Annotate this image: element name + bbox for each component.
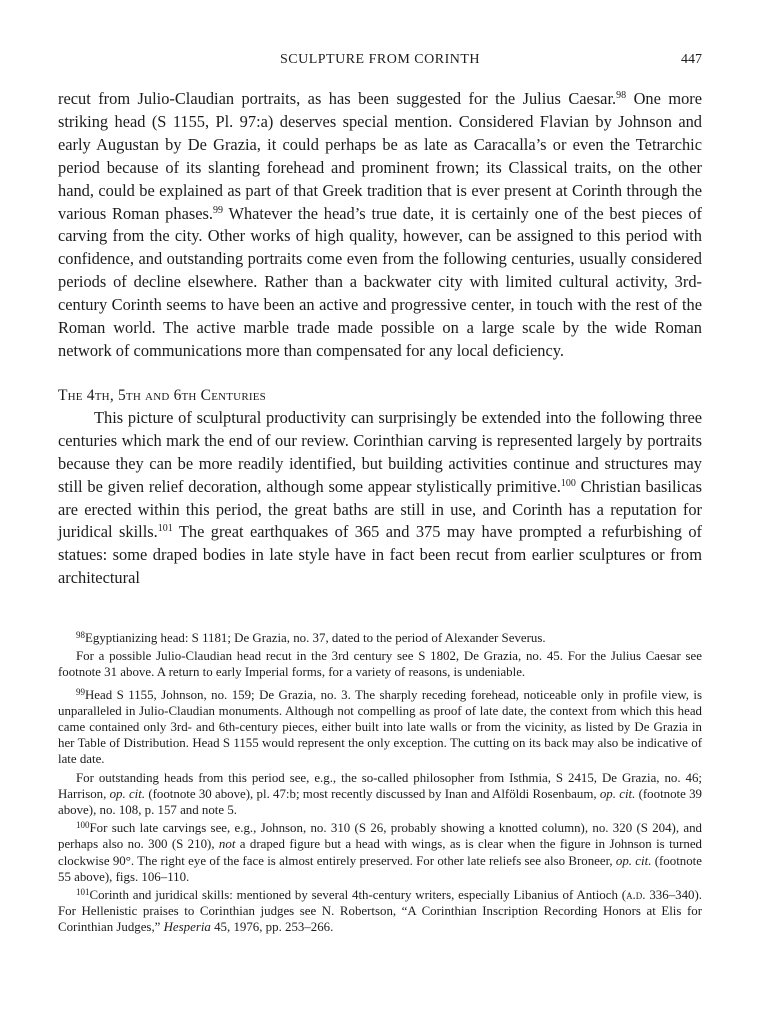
footnote-99b-italic-2: op. cit. bbox=[599, 786, 636, 801]
footnote-98-continued: For a possible Julio-Claudian head recut in the 3rd century see S 1802, De Grazia, no. 45. For the Julius Caesar see footnote 31 above. A return to early Imperial forms, for a variety of reasons, is undeniable. bbox=[58, 649, 702, 680]
paragraph-1-text-c: Whatever the head’s true date, it is certainly one of the best pieces of carving from the city. Other works of high quality, however, can be assigned to this period with confidence, and outstanding portraits come even from the following centuries, usually considered periods of decline elsewhere. Rather than a backwater city with limited cultural activity, 3rd-century Corinth seems to have been an active and progressive center, in touch with the rest of the Roman world. The active marble trade made possible on a large scale by the wide Roman network of communications more than compensated for any local deficiency. bbox=[58, 203, 702, 360]
footnote-101-era: a.d. bbox=[626, 888, 646, 903]
footnote-101-journal: Hesperia bbox=[163, 920, 211, 935]
footnote-99b-text-b: (footnote 30 above), pl. 47:b; most recently discussed by Inan and Alföldi Rosenbaum, bbox=[145, 786, 600, 801]
footnote-101-text-b: 336–340). For Hellenistic praises to Corinthian judges see N. Robertson, “A Corinthian Inscription Recording Honors at Elis for Corinthian Judges,” bbox=[58, 888, 702, 935]
footnote-ref-101[interactable]: 101 bbox=[157, 523, 173, 535]
footnote-99-text: Head S 1155, Johnson, no. 159; De Grazia, no. 3. The sharply receding forehead, noticeable only in profile view, is unparalleled in Julio-Claudian monuments. Although not compelling as proof of late date, the context from which this head came contained only 3rd- and 6th-century pieces, either built into late walls or from the vicinity, as listed by De Grazia in her Table of Distribution. Head S 1155 would represent the only exception. The cutting on its back may also be indicative of late date. bbox=[58, 687, 702, 767]
footnote-99 bbox=[58, 687, 702, 768]
footnote-100-text-a: For such late carvings see, e.g., Johnson, no. 310 (S 26, probably showing a knotted column), no. 320 (S 204), and perhaps also no. 300 (S 210), bbox=[58, 821, 702, 852]
footnote-100-number: 100 bbox=[76, 820, 90, 831]
footnote-100 bbox=[58, 820, 702, 885]
footnote-99-continued bbox=[58, 770, 702, 819]
running-head: SCULPTURE FROM CORINTH bbox=[279, 52, 481, 67]
footnote-100-italic-2: op. cit. bbox=[615, 853, 652, 868]
paragraph-1 bbox=[58, 88, 702, 363]
footnote-99-number: 99 bbox=[76, 686, 85, 697]
footnote-101-text-a: Corinth and juridical skills: mentioned by several 4th-century writers, especially Libanius of Antioch ( bbox=[89, 888, 627, 903]
footnote-99b-italic-1: op. cit. bbox=[109, 786, 146, 801]
footnote-101-number: 101 bbox=[76, 887, 90, 898]
paragraph-2-text-c: The great earthquakes of 365 and 375 may have prompted a refurbishing of statues: some draped bodies in late style have in fact been recut from earlier sculptures or from architectural bbox=[58, 522, 702, 588]
footnote-100-text-b: a draped figure but a head with wings, as is clear when the figure in Johnson is turned clockwise 90°. The right eye of the face is almost entirely preserved. For other late reliefs see also Broneer, bbox=[58, 837, 702, 868]
footnote-100-text-c: (footnote 55 above), figs. 106–110. bbox=[58, 853, 702, 884]
footnote-ref-98[interactable]: 98 bbox=[616, 90, 627, 101]
footnote-ref-100[interactable]: 100 bbox=[560, 477, 576, 489]
page-header bbox=[58, 52, 702, 72]
footnotes bbox=[58, 630, 702, 938]
footnote-98-text: Egyptianizing head: S 1181; De Grazia, no. 37, dated to the period of Alexander Severus. bbox=[85, 631, 546, 645]
footnote-99b-text-a: For outstanding heads from this period see, e.g., the so-called philosopher from Isthmia, S 2415, De Grazia, no. 46; Harrison, bbox=[58, 770, 702, 801]
footnote-99b-text-c: (footnote 39 above), no. 108, p. 157 and note 5. bbox=[58, 786, 702, 818]
paragraph-1-text-a: recut from Julio-Claudian portraits, as has been suggested for the Julius Caesar. bbox=[58, 89, 617, 108]
main-text bbox=[58, 88, 702, 590]
footnote-ref-99[interactable]: 99 bbox=[212, 204, 223, 216]
paragraph-2 bbox=[58, 407, 702, 590]
paragraph-1-text-b: One more striking head (S 1155, Pl. 97:a) deserves special mention. Considered Flavian by Johnson and early Augustan by De Grazia, it could perhaps be as late as Caracalla’s or even the Tetrarchic period because of its slanting forehead and prominent frown; its Classical traits, on the other hand, could be explained as part of that Greek tradition that is ever present at Corinth through the various Roman phases. bbox=[58, 89, 703, 223]
footnote-100-italic-1: not bbox=[218, 837, 236, 852]
footnote-101 bbox=[58, 887, 702, 936]
footnote-98-number: 98 bbox=[76, 630, 85, 640]
page-number: 447 bbox=[681, 52, 702, 67]
section-heading: The 4th, 5th and 6th Centuries bbox=[58, 386, 266, 404]
paragraph-2-text-a: This picture of sculptural productivity can surprisingly be extended into the following three centuries which mark the end of our review. Corinthian carving is represented largely by portraits because they can be more readily identified, but building activities continue and structures may still be given relief decoration, although some appear stylistically primitive. bbox=[58, 407, 702, 496]
footnote-101-text-c: 45, 1976, pp. 253–266. bbox=[210, 920, 334, 935]
footnote-98 bbox=[58, 630, 702, 646]
paragraph-2-text-b: Christian basilicas are erected within this period, the great baths are still in use, and Corinth has a reputation for juridical skills. bbox=[58, 476, 703, 542]
